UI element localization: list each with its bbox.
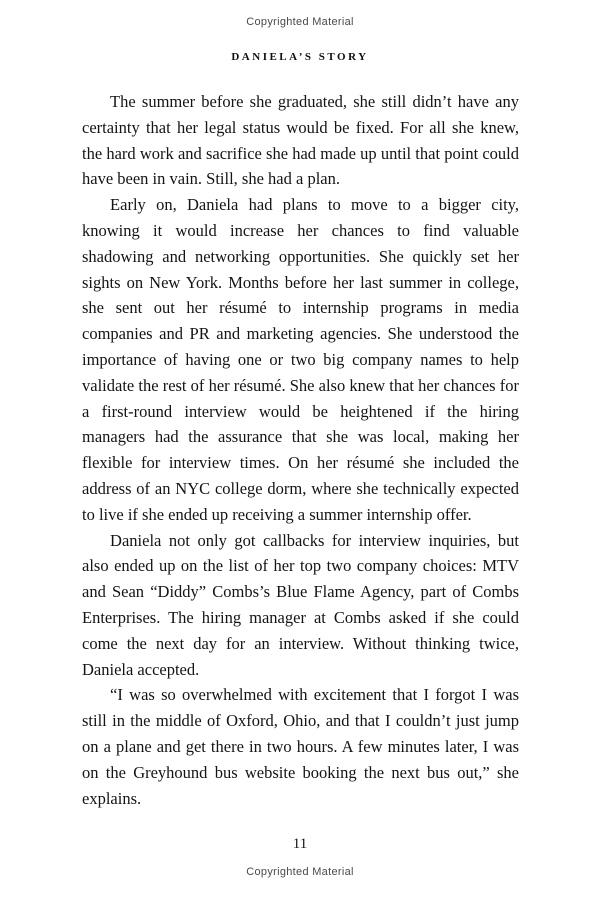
paragraph: The summer before she graduated, she still didn’t have any certainty that her legal status would be fixed. For all she knew, the hard work and sacrifice she had made up until that point could have been in vain. Still, she had a plan. [82,92,519,189]
page-number: 11 [292,836,308,852]
body-text [82,89,519,811]
paragraph: Daniela not only got callbacks for interview inquiries, but also ended up on the list of her top two company choices: MTV and Sean “Diddy” Combs’s Blue Flame Agency, part of Combs Enterprises. The hiring manager at Combs asked if she could come the next day for an interview. Without thinking twice, Daniela accepted. [82,530,519,679]
paragraph: Early on, Daniela had plans to move to a bigger city, knowing it would increase her chances to find valuable shadowing and networking opportunities. She quickly set her sights on New York. Months before her last summer in college, she sent out her résumé to internship programs in media companies and PR and marketing agencies. She understood the importance of having one or two big company names to help validate the rest of her résumé. She also knew that her chances for a first-round interview would be heightened if the hiring managers had the assurance that she was local, making her flexible for interview times. On her résumé she included the address of an NYC college dorm, where she technically expected to live if she ended up receiving a summer internship offer. [82,195,519,524]
paragraph: “I was so overwhelmed with excitement that I forgot I was still in the middle of Oxford, Ohio, and that I couldn’t just jump on a plane and get there in two hours. A few minutes later, I was on the Greyhound bus website booking the next bus out,” she explains. [82,685,519,808]
copyright-notice-top: Copyrighted Material [246,16,354,28]
copyright-notice-bottom: Copyrighted Material [246,866,354,878]
running-head: DANIELA’S STORY [231,51,369,63]
